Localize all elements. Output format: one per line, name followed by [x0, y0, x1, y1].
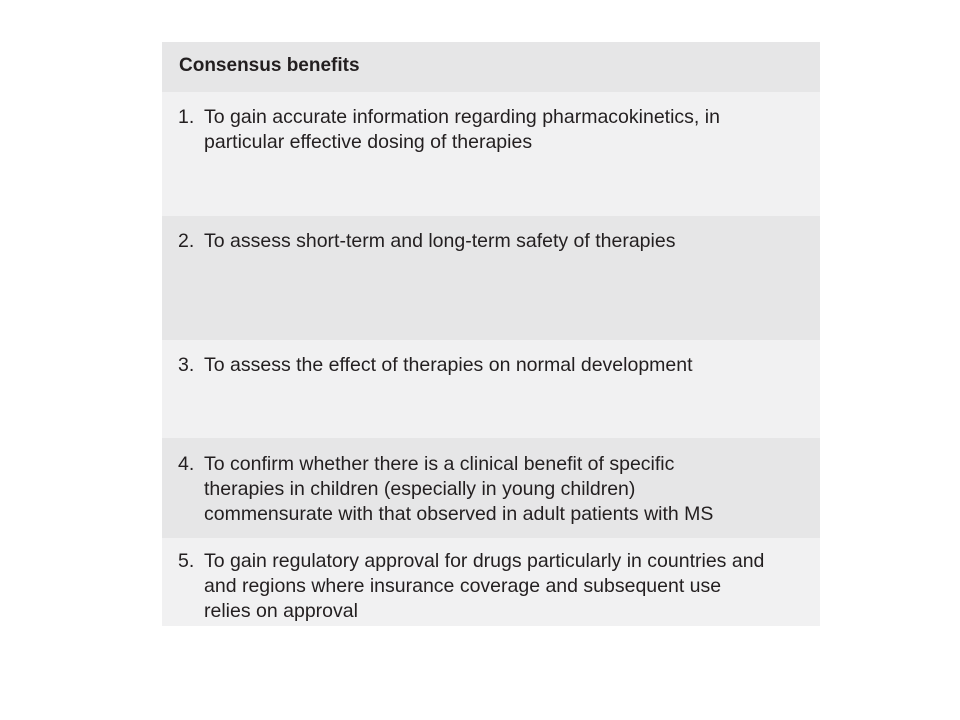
table-row — [162, 216, 820, 340]
item-number: 2. — [178, 230, 195, 252]
consensus-benefits-table — [162, 42, 820, 626]
table-row — [162, 340, 820, 438]
item-number: 4. — [178, 453, 195, 475]
item-text: To gain accurate information regarding pharmacokinetics, in particular effective dosing of therapies — [204, 106, 720, 153]
table-row — [162, 538, 820, 626]
item-number: 1. — [178, 106, 195, 128]
item-text: To gain regulatory approval for drugs particularly in countries and and regions where insurance coverage and subsequent use relies on approval — [204, 550, 765, 622]
table-row — [162, 438, 820, 538]
item-number: 3. — [178, 354, 195, 376]
item-text: To confirm whether there is a clinical benefit of specific therapies in children (especially in young children) commensurate with that observed in adult patients with MS — [204, 453, 714, 525]
item-text: To assess short-term and long-term safety of therapies — [204, 230, 676, 252]
table-header: Consensus benefits — [162, 42, 820, 92]
item-text: To assess the effect of therapies on normal development — [204, 354, 693, 376]
table-row — [162, 92, 820, 216]
item-number: 5. — [178, 550, 195, 572]
